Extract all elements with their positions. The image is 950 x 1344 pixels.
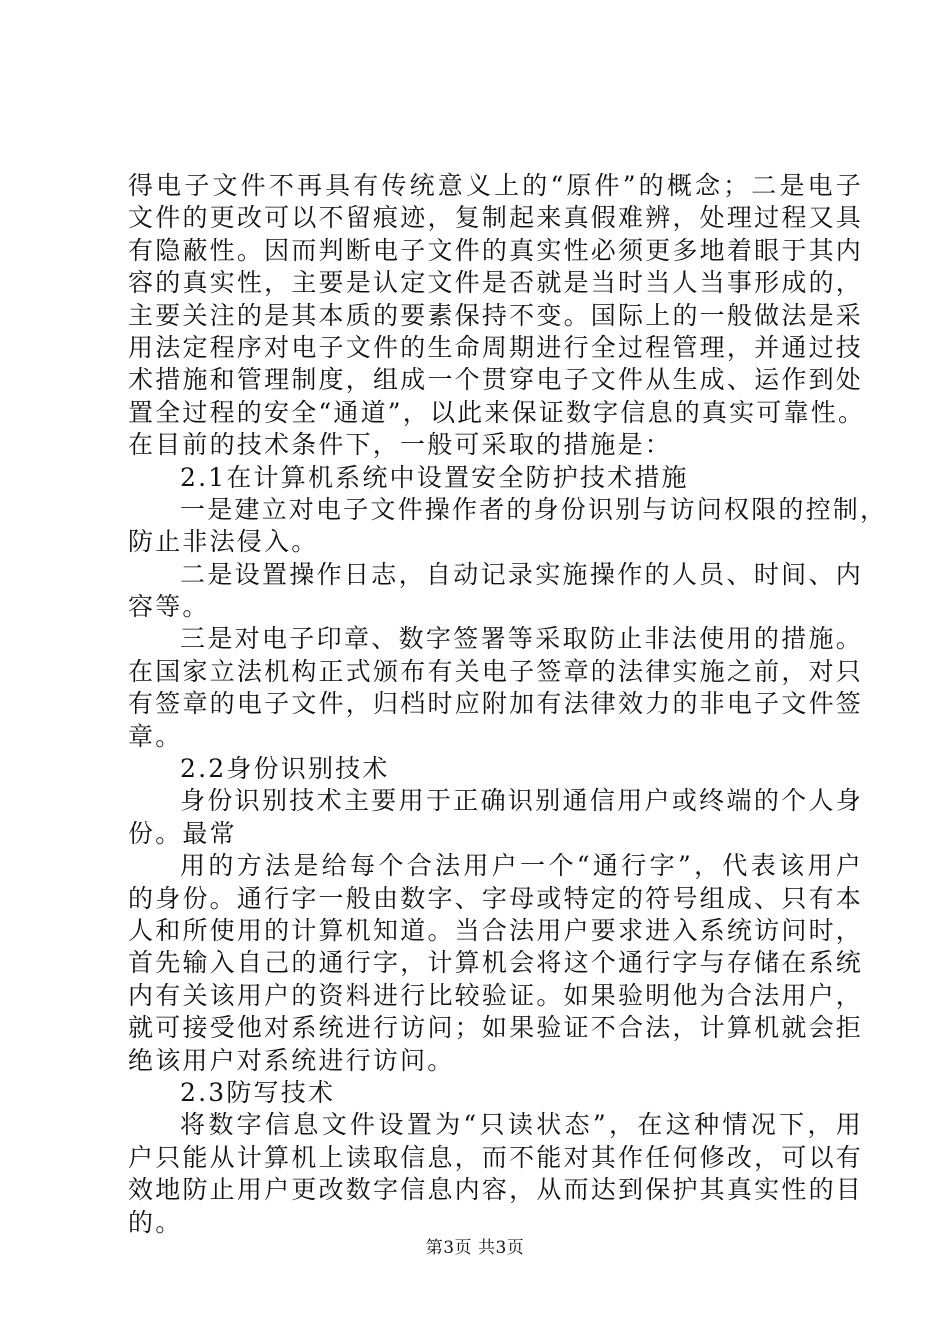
paragraph-line: 容的真实性，主要是认定文件是否就是当时当人当事形成的， (128, 268, 863, 298)
paragraph-line: 得电子文件不再具有传统意义上的“原件”的概念；二是电子 (128, 171, 863, 200)
page-number-footer: 第3页 共3页 (425, 1238, 525, 1258)
paragraph-line: 二是设置操作日志，自动记录实施操作的人员、时间、内 (180, 559, 863, 589)
paragraph-line: 在国家立法机构正式颁布有关电子签章的法律实施之前，对只 (128, 656, 863, 686)
section-heading-2-3: 2.3防写技术 (180, 1077, 336, 1107)
paragraph-line: 份。最常 (128, 818, 237, 848)
paragraph-line: 用法定程序对电子文件的生命周期进行全过程管理，并通过技 (128, 332, 863, 362)
paragraph-line: 术措施和管理制度，组成一个贯穿电子文件从生成、运作到处 (128, 365, 863, 395)
paragraph-line: 文件的更改可以不留痕迹，复制起来真假难辨，处理过程又具 (128, 203, 863, 233)
document-body (128, 170, 888, 1239)
paragraph-line: 将数字信息文件设置为“只读状态”，在这种情况下，用 (180, 1110, 863, 1140)
paragraph-line: 绝该用户对系统进行访问。 (128, 1045, 455, 1075)
paragraph-line: 容等。 (128, 592, 210, 622)
paragraph-line: 主要关注的是其本质的要素保持不变。国际上的一般做法是采 (128, 300, 863, 330)
paragraph-line: 效地防止用户更改数字信息内容，从而达到保护其真实性的目 (128, 1175, 863, 1205)
paragraph-line: 就可接受他对系统进行访问；如果验证不合法，计算机就会拒 (128, 1013, 863, 1043)
paragraph-line: 的身份。通行字一般由数字、字母或特定的符号组成、只有本 (128, 883, 863, 913)
paragraph-line: 内有关该用户的资料进行比较验证。如果验明他为合法用户， (128, 980, 863, 1010)
paragraph-line: 三是对电子印章、数字签署等采取防止非法使用的措施。 (180, 624, 863, 654)
paragraph-line: 户只能从计算机上读取信息，而不能对其作任何修改，可以有 (128, 1142, 863, 1172)
paragraph-line: 身份识别技术主要用于正确识别通信用户或终端的个人身 (180, 786, 863, 816)
paragraph-line: 有隐蔽性。因而判断电子文件的真实性必须更多地着眼于其内 (128, 235, 863, 265)
paragraph-line: 有签章的电子文件，归档时应附加有法律效力的非电子文件签 (128, 689, 863, 719)
paragraph-line: 用的方法是给每个合法用户一个“通行字”，代表该用户 (180, 851, 863, 881)
paragraph-line: 置全过程的安全“通道”，以此来保证数字信息的真实可靠性。 (128, 397, 866, 427)
section-heading-2-1: 2.1在计算机系统中设置安全防护技术措施 (180, 462, 689, 492)
section-heading-2-2: 2.2身份识别技术 (180, 754, 390, 784)
paragraph-line: 人和所使用的计算机知道。当合法用户要求进入系统访问时， (128, 915, 863, 945)
paragraph-line: 首先输入自己的通行字，计算机会将这个通行字与存储在系统 (128, 948, 863, 978)
paragraph-line: 在目前的技术条件下，一般可采取的措施是： (128, 430, 673, 460)
paragraph-line: 的。 (128, 1207, 183, 1237)
paragraph-line: 一是建立对电子文件操作者的身份识别与访问权限的控制， (180, 494, 888, 524)
paragraph-line: 防止非法侵入。 (128, 527, 319, 557)
paragraph-line: 章。 (128, 721, 183, 751)
